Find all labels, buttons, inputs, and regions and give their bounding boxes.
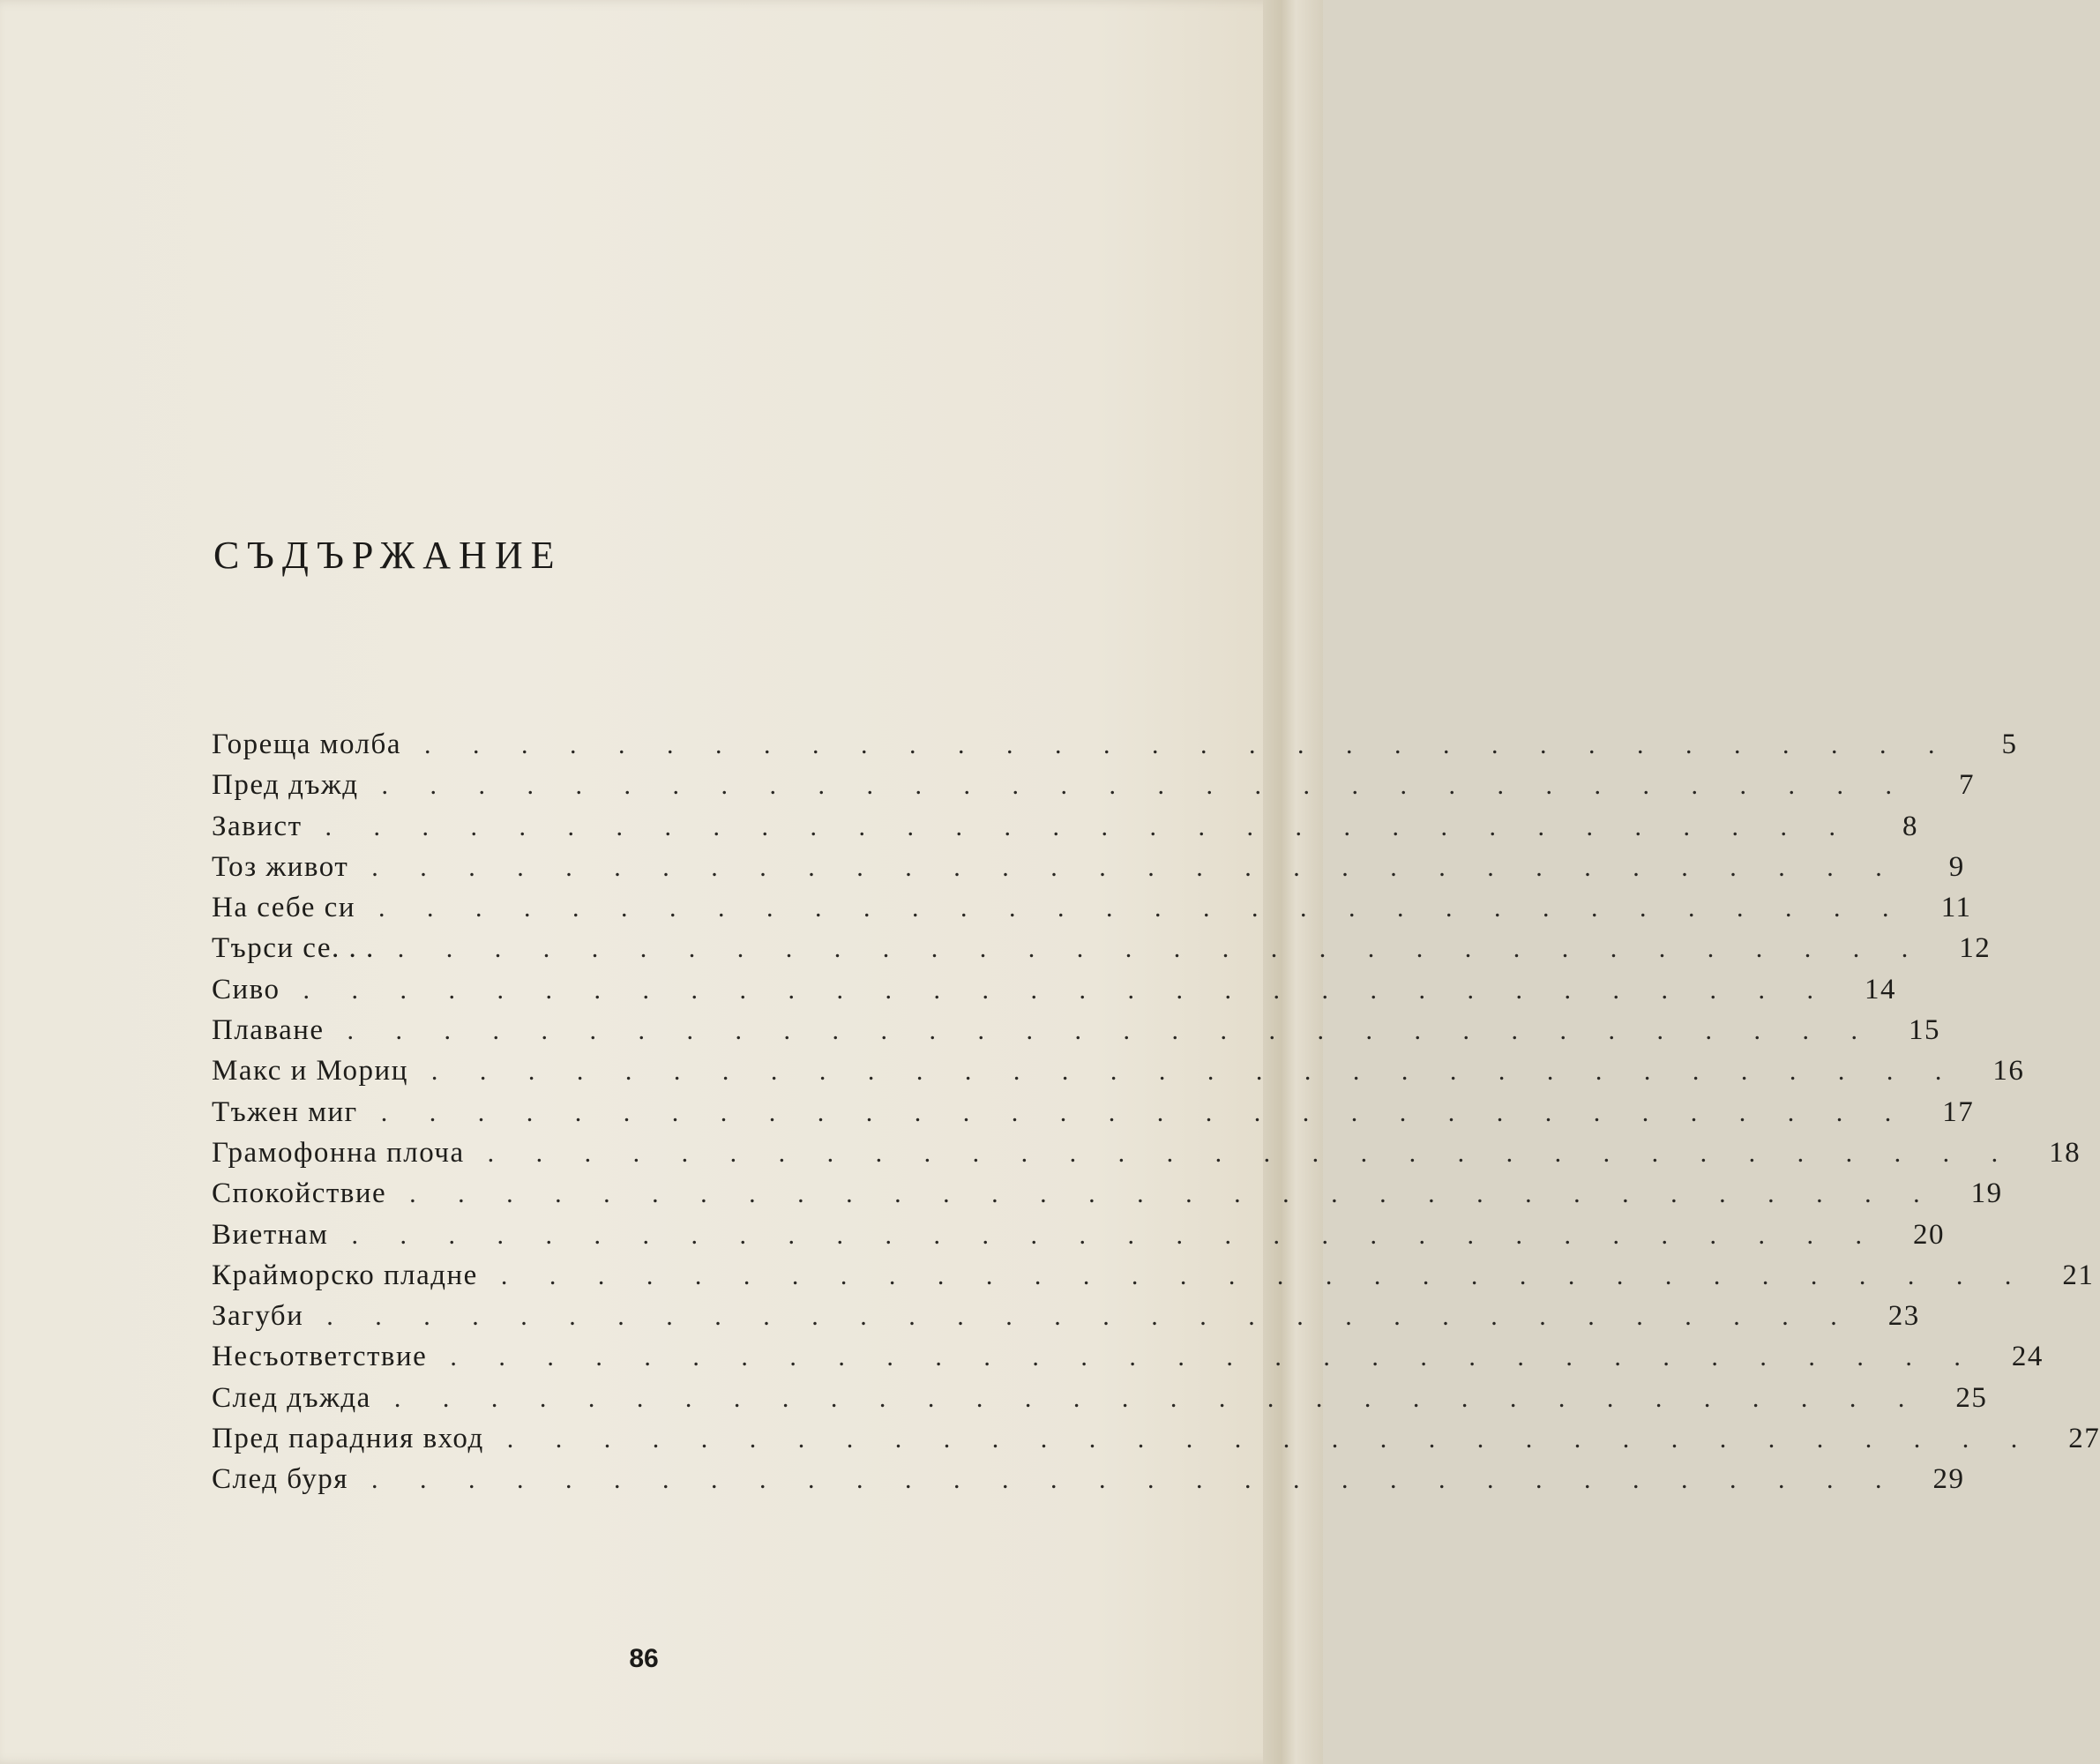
toc-entry-page: 27 (2068, 1423, 2100, 1455)
dot-leader: . . . . . . . . . . . . . . . . . . . . . . . . . . . . . . . . (377, 893, 1907, 923)
toc-entry-title: Виетнам (212, 1218, 329, 1251)
toc-entry-page: 20 (1912, 1218, 1945, 1251)
toc-entry (212, 850, 1965, 892)
dot-leader: . . . . . . . . . . . . . . . . . . . . . . . . . . . . . . . . (351, 1220, 1880, 1250)
toc-entry-title: Несъответствие (212, 1341, 428, 1373)
toc-entry-page: 24 (2011, 1341, 2044, 1373)
toc-entry (212, 892, 1972, 932)
toc-entry (212, 1423, 2100, 1463)
dot-leader: . . . . . . . . . . . . . . . . . . . . . . . . . . . . . . . . (409, 1179, 1938, 1209)
toc-entry (212, 1136, 2081, 1177)
dot-leader: . . . . . . . . . . . . . . . . . . . . . . . . . . . . . . . . (450, 1342, 1978, 1372)
toc-entry-title: Търси се. . . (212, 932, 375, 965)
toc-entry-page: 25 (1955, 1381, 1988, 1414)
toc-entry (212, 810, 1918, 851)
dot-leader: . . . . . . . . . . . . . . . . . . . . . . . . . . . . . . . . (397, 934, 1926, 964)
dot-leader: . . . . . . . . . . . . . . . . . . . . . . . . . . . . . . . . (430, 1057, 1960, 1087)
toc-entry-page: 29 (1932, 1463, 1965, 1496)
toc-entry-title: Тоз живот (212, 850, 349, 883)
toc-entry-page: 7 (1959, 769, 1976, 802)
toc-entry-page: 9 (1948, 850, 1965, 883)
toc-entry (212, 1259, 2095, 1300)
dot-leader: . . . . . . . . . . . . . . . . . . . . . . . . . . . . . . . . (393, 1383, 1923, 1413)
toc-entry-title: Загуби (212, 1300, 304, 1333)
toc-entry (212, 1463, 1965, 1504)
table-of-contents (212, 729, 2100, 1505)
toc-entry-title: Пред дъжд (212, 769, 359, 802)
toc-entry-page: 12 (1959, 932, 1992, 965)
toc-entry (212, 1177, 2003, 1218)
page-number: 86 (629, 1644, 659, 1673)
dot-leader: . . . . . . . . . . . . . . . . . . . . . . . . . . . . . . . . (325, 811, 1853, 841)
toc-entry-page: 16 (1992, 1055, 2025, 1088)
dot-leader: . . . . . . . . . . . . . . . . . . . . . . . . . . . . . . . . (424, 730, 1953, 759)
toc-entry-title: Макс и Мориц (212, 1055, 408, 1088)
toc-entry-page: 23 (1887, 1300, 1920, 1333)
dot-leader: . . . . . . . . . . . . . . . . . . . . . . . . . . . . . . . . (487, 1138, 2016, 1168)
toc-entry (212, 1300, 1920, 1341)
toc-entry-title: След буря (212, 1463, 348, 1496)
toc-entry-page: 17 (1942, 1095, 1975, 1128)
dot-leader: . . . . . . . . . . . . . . . . . . . . . . . . . . . . . . . . (380, 1097, 1909, 1127)
toc-entry-page: 11 (1940, 892, 1972, 924)
dot-leader: . . . . . . . . . . . . . . . . . . . . . . . . . . . . . . . . (370, 1465, 1900, 1495)
toc-entry (212, 1095, 1975, 1137)
toc-entry-title: Сиво (212, 973, 280, 1005)
dot-leader: . . . . . . . . . . . . . . . . . . . . . . . . . . . . . . . . (500, 1260, 2029, 1290)
toc-entry (212, 1341, 2044, 1381)
toc-entry-title: На себе си (212, 892, 355, 924)
dot-leader: . . . . . . . . . . . . . . . . . . . . . . . . . . . . . . . . (381, 771, 1910, 801)
dot-leader: . . . . . . . . . . . . . . . . . . . . . . . . . . . . . . . . (506, 1424, 2036, 1454)
toc-entry-page: 21 (2062, 1259, 2095, 1291)
toc-entry-title: Пред парадния вход (212, 1423, 484, 1455)
toc-entry-title: Плаване (212, 1014, 325, 1047)
toc-entry (212, 769, 1976, 810)
toc-entry-page: 18 (2049, 1136, 2081, 1169)
page-title: СЪДЪРЖАНИЕ (213, 534, 563, 577)
toc-entry-title: Крайморско пладне (212, 1259, 478, 1291)
toc-entry-page: 15 (1909, 1014, 1941, 1047)
toc-entry (212, 1381, 1988, 1423)
toc-entry (212, 932, 1992, 973)
toc-entry-page: 5 (2001, 729, 2018, 760)
toc-entry-page: 19 (1970, 1177, 2003, 1210)
toc-entry-title: Тъжен миг (212, 1095, 358, 1128)
toc-entry-title: Спокойствие (212, 1177, 387, 1210)
toc-entry-page: 14 (1865, 973, 1897, 1005)
dot-leader: . . . . . . . . . . . . . . . . . . . . . . . . . . . . . . . . (303, 975, 1832, 1005)
dot-leader: . . . . . . . . . . . . . . . . . . . . . . . . . . . . . . . . (347, 1016, 1876, 1046)
toc-entry-title: Завист (212, 810, 303, 842)
toc-entry (212, 1014, 1941, 1055)
toc-entry (212, 973, 1897, 1014)
toc-entry (212, 729, 2018, 769)
toc-entry-page: 8 (1902, 810, 1918, 842)
dot-leader: . . . . . . . . . . . . . . . . . . . . . . . . . . . . . . . . (371, 852, 1900, 882)
toc-entry (212, 1055, 2025, 1095)
toc-entry-title: След дъжда (212, 1381, 371, 1414)
toc-entry-title: Грамофонна плоча (212, 1136, 465, 1169)
toc-entry (212, 1218, 1945, 1259)
dot-leader: . . . . . . . . . . . . . . . . . . . . . . . . . . . . . . . . (326, 1302, 1855, 1332)
toc-entry-title: Гореща молба (212, 729, 401, 760)
